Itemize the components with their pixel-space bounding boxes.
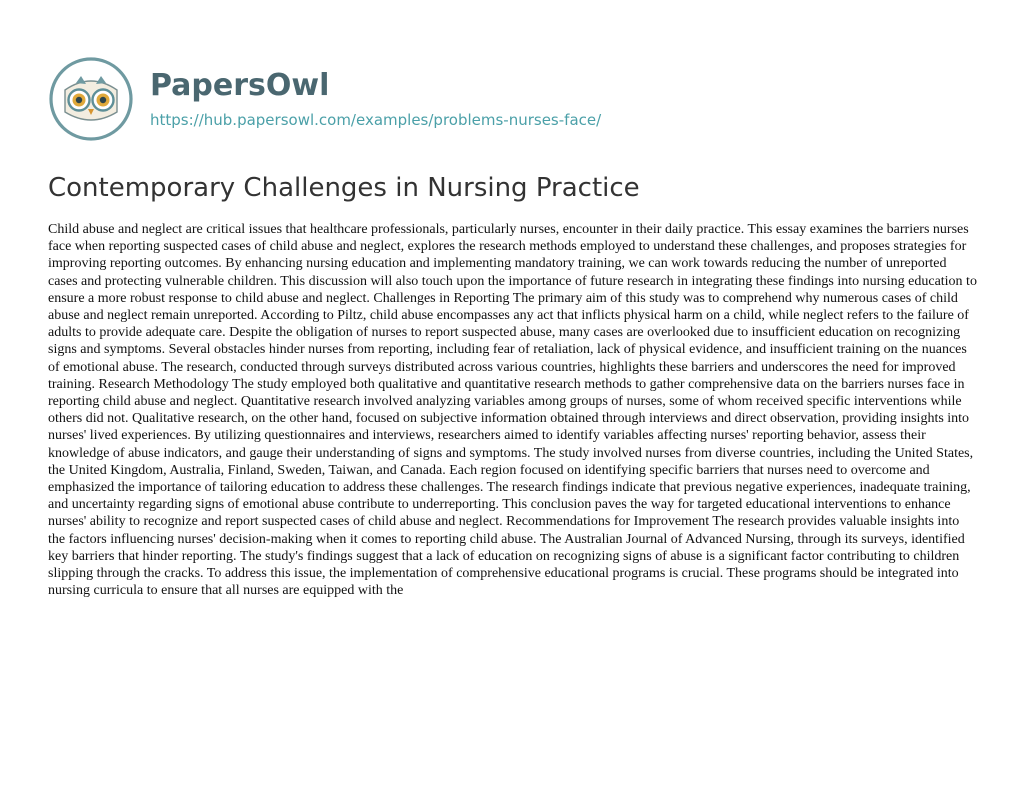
brand-block bbox=[150, 69, 601, 129]
source-url-link[interactable]: https://hub.papersowl.com/examples/problems-nurses-face/ bbox=[150, 111, 602, 129]
page-title: Contemporary Challenges in Nursing Practice bbox=[48, 173, 640, 203]
essay-body: Child abuse and neglect are critical issues that healthcare professionals, particularly nurses, encounter in their daily practice. This essay examines the barriers nurses face when reporting suspected cases of child abuse and neglect, explores the research methods employed to understand these challenges, and proposes strategies for improving reporting outcomes. By enhancing nursing education and implementing mandatory training, we can work towards reducing the number of unreported cases and protecting vulnerable children. This discussion will also touch upon the importance of future research in integrating these findings into nursing education to ensure a more robust response to child abuse and neglect. Challenges in Reporting The primary aim of this study was to comprehend why numerous cases of child abuse and neglect remain unreported. According to Piltz, child abuse encompasses any act that inflicts physical harm on a child, while neglect refers to the failure of adults to provide adequate care. Despite the obligation of nurses to report suspected abuse, many cases are overlooked due to insufficient education on recognizing signs and symptoms. Several obstacles hinder nurses from reporting, including fear of retaliation, lack of physical evidence, and insufficient training on the nuances of emotional abuse. The research, conducted through surveys distributed across various countries, highlights these barriers and underscores the need for improved training. Research Methodology The study employed both qualitative and quantitative research methods to gather comprehensive data on the barriers nurses face in reporting child abuse and neglect. Quantitative research involved analyzing variables among groups of nurses, some of whom received specific interventions while others did not. Qualitative research, on the other hand, focused on subjective information obtained through interviews and direct observation, providing insights into nurses' lived experiences. By utilizing questionnaires and interviews, researchers aimed to identify variables affecting nurses' reporting behavior, assess their knowledge of abuse indicators, and gauge their understanding of signs and symptoms. The study involved nurses from diverse countries, including the United States, the United Kingdom, Australia, Finland, Sweden, Taiwan, and Canada. Each region focused on identifying specific barriers that nurses need to overcome and emphasized the importance of tailoring education to address these challenges. The research findings indicate that previous negative experiences, inadequate training, and uncertainty regarding signs of emotional abuse contribute to underreporting. This conclusion paves the way for targeted educational interventions to enhance nurses' ability to recognize and report suspected cases of child abuse and neglect. Recommendations for Improvement The research provides valuable insights into the factors influencing nurses' decision-making when it comes to reporting child abuse. The Australian Journal of Advanced Nursing, through its surveys, identified key barriers that hinder reporting. The study's findings suggest that a lack of education on recognizing signs of abuse is a significant factor contributing to children slipping through the cracks. To address this issue, the implementation of comprehensive educational programs is crucial. These programs should be integrated into nursing curricula to ensure that all nurses are equipped with the bbox=[48, 222, 977, 599]
brand-name[interactable]: PapersOwl bbox=[150, 68, 330, 103]
owl-logo-icon[interactable] bbox=[48, 56, 134, 142]
site-header bbox=[48, 54, 601, 144]
